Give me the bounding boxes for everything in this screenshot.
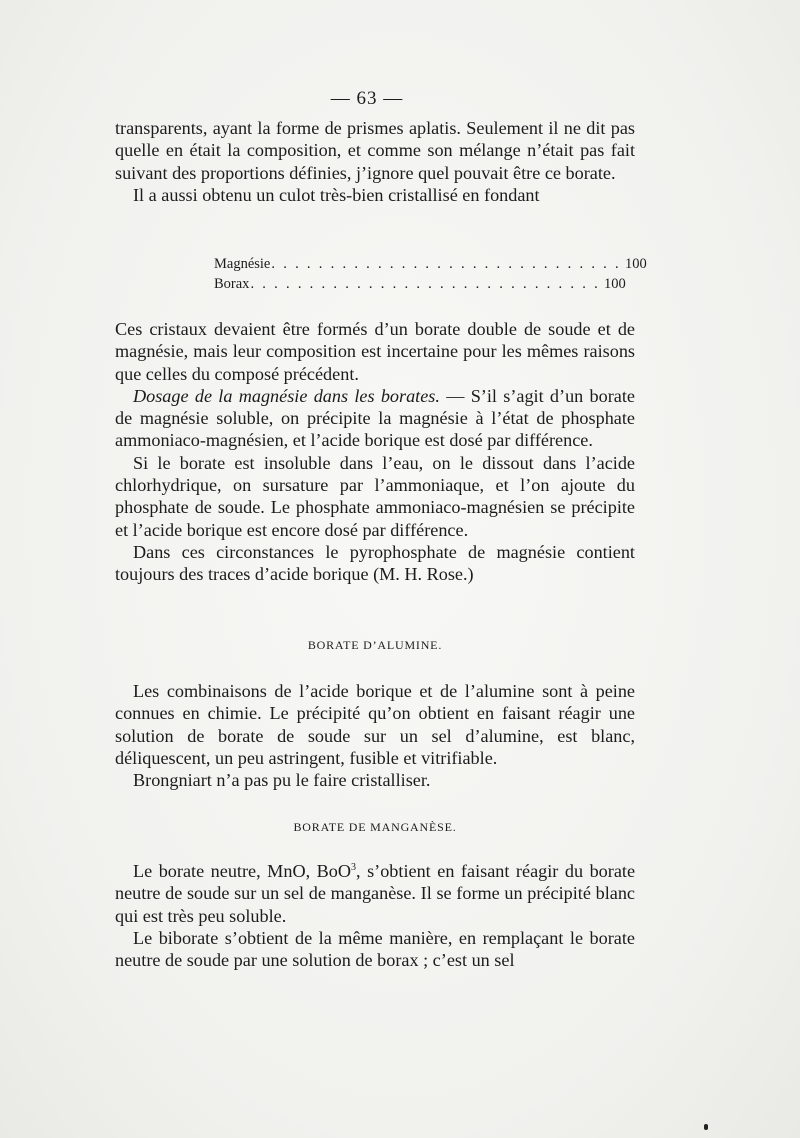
mixture-table [214,254,647,294]
mixture-row-borax [214,274,626,294]
paragraph-pyrophosphate: Dans ces circonstances le pyrophosphate de magnésie contient toujours des traces d’acide borique (M. H. Rose.) [115,541,635,585]
text-block-alumine [115,680,635,791]
paragraph-cristaux: Ces cristaux devaient être formés d’un borate double de soude et de magnésie, mais leur composition est incertaine pour les mêmes raisons que celles du composé précédent. [115,319,635,384]
paragraph-continuation: transparents, ayant la forme de prismes aplatis. Seulement il ne dit pas quelle en était la composition, et comme son mélange n’était pas fait suivant des proportions définies, j’ignore quel pouvait être ce borate. [115,118,635,183]
paragraph-combinaisons: Les combinaisons de l’acide borique et de l’alumine sont à peine connues en chimie. Le précipité qu’on obtient en faisant réagir une solution de borate de soude sur un sel d’alumine, est blanc, déliquescent, un peu astringent, fusible et vitrifiable. [115,681,635,768]
section-italic-title: Dosage de la magnésie dans les borates. [133,385,440,406]
section-heading-alumine: BORATE D’ALUMINE. [307,638,443,652]
mixture-row-magnesie [214,254,647,274]
text-block-top [115,117,635,206]
mixture-name: Magnésie [214,256,271,272]
formula-text: Le borate neutre, MnO, BoO [133,861,352,881]
text-block-manganese [115,860,635,971]
leader-dots: . . . . . . . . . . . . . . . . . . . . . . . . . . . . . . [271,256,621,272]
paragraph-insoluble: Si le borate est insoluble dans l’eau, on le dissout dans l’acide chlorhydrique, on sursature par l’ammoniaque, et l’on ajoute du phosphate de soude. Le phosphate ammoniaco-magnésien se précipite et l’acide borique est encore dosé par différence. [115,452,635,540]
ink-speck [704,1124,708,1130]
mixture-name: Borax [214,276,250,292]
mixture-value: 100 [624,256,647,272]
paragraph-borate-neutre-text: , s’obtient en faisant réagir du borate neutre de soude sur un sel de manganèse. Il se forme un précipité blanc qui est très peu soluble. [115,861,636,926]
mixture-value: 100 [604,276,626,292]
paragraph-biborate: Le biborate s’obtient de la même manière, en remplaçant le borate neutre de soude par une solution de borax ; c’est un sel [115,927,635,971]
paragraph-borate-neutre [115,860,635,927]
leader-dots: . . . . . . . . . . . . . . . . . . . . . . . . . . . . . . [250,276,601,292]
paragraph-dosage [115,385,635,452]
section-heading-manganese: BORATE DE MANGANÈSE. [293,820,457,834]
text-block-magnesie [115,318,635,586]
paragraph-dosage-text: — S’il s’agit d’un borate de magnésie soluble, on précipite la magnésie à l’état de phosphate ammoniaco-magnésien, et l’acide borique est dosé par différence. [115,385,635,451]
paragraph-culot: Il a aussi obtenu un culot très-bien cristallisé en fondant [133,184,540,205]
page-number: — 63 — [330,88,404,109]
formula-superscript: 3 [351,862,357,873]
paragraph-brongniart: Brongniart n’a pas pu le faire cristalliser. [133,770,431,791]
